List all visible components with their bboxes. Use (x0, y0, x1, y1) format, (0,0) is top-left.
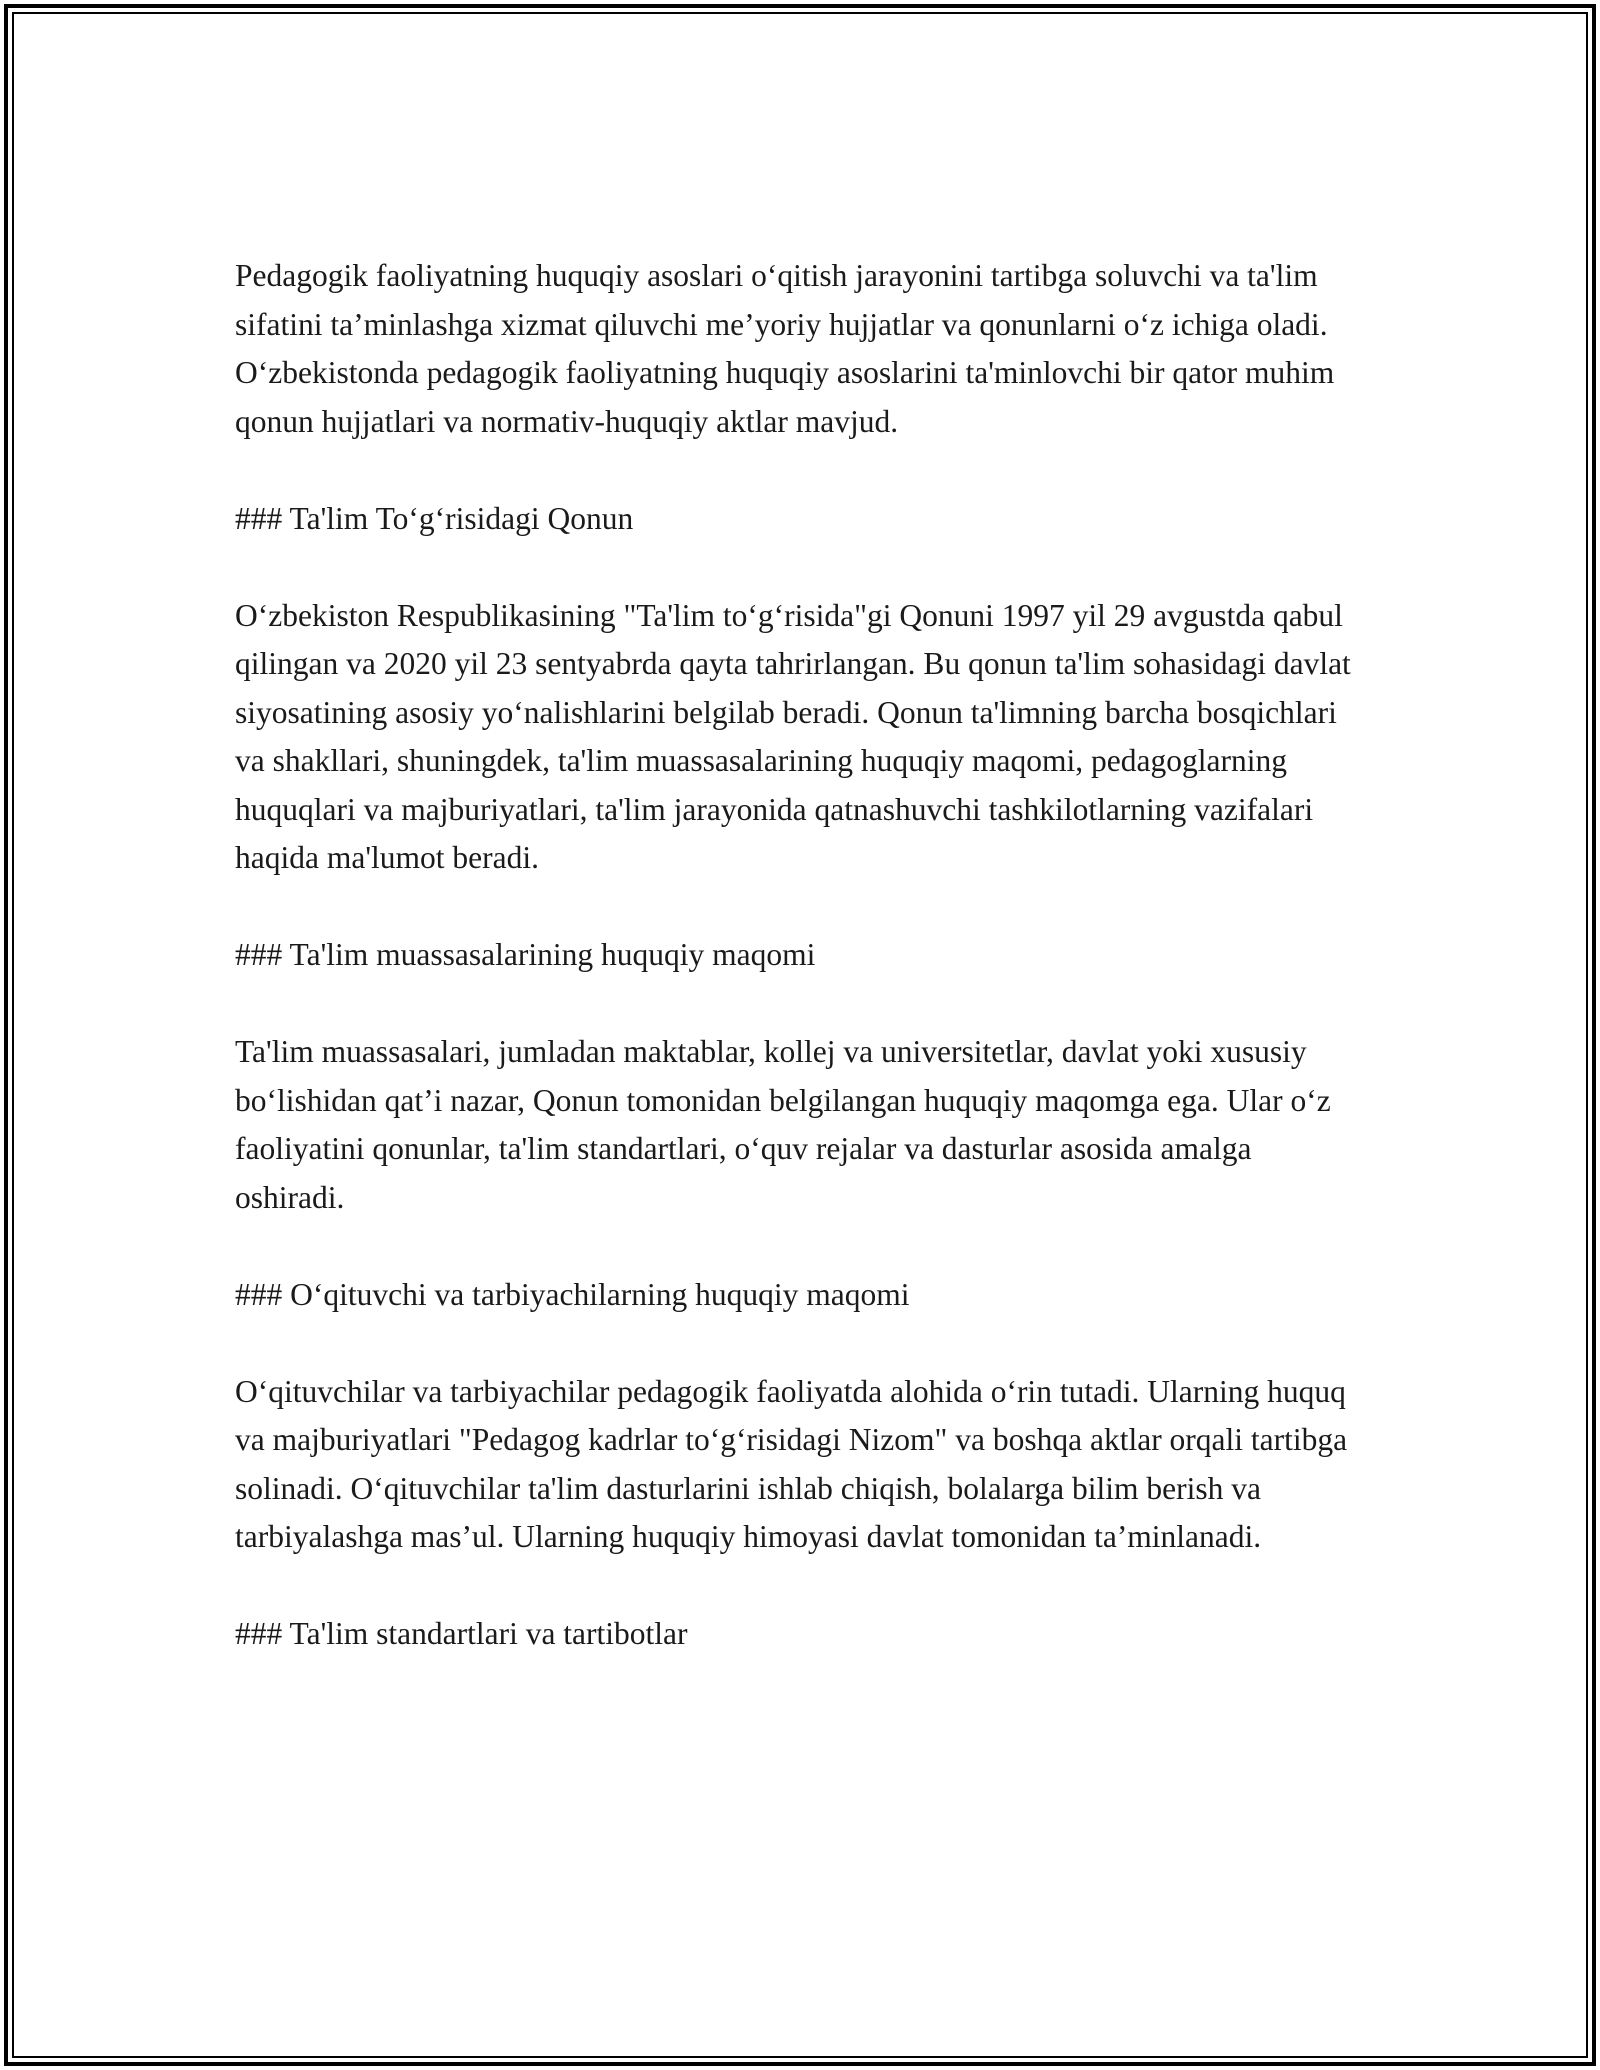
body-paragraph: Ta'lim muassasalari, jumladan maktablar, kollej va universitetlar, davlat yoki xususiy bo‘lishidan qat’i nazar, Qonun tomonidan belgilangan huquqiy maqomga ega. Ular o‘z faoliyatini qonunlar, ta'lim standartlari, o‘quv rejalar va dasturlar asosida amalga oshiradi. (235, 1034, 1331, 1215)
section-heading: ### O‘qituvchi va tarbiyachilarning huquqiy maqomi (235, 1276, 910, 1312)
body-paragraph: O‘qituvchilar va tarbiyachilar pedagogik faoliyatda alohida o‘rin tutadi. Ularning huquq va majburiyatlari "Pedagog kadrlar to‘g‘risidagi Nizom" va boshqa aktlar orqali tartibga solinadi. O‘qituvchilar ta'lim dasturlarini ishlab chiqish, bolalarga bilim berish va tarbiyalashga mas’ul. Ularning huquqiy himoyasi davlat tomonidan ta’minlanadi. (235, 1373, 1348, 1554)
intro-paragraph: Pedagogik faoliyatning huquqiy asoslari o‘qitish jarayonini tartibga soluvchi va ta'lim sifatini ta’minlashga xizmat qiluvchi me’yoriy hujjatlar va qonunlarni o‘z ichiga oladi. O‘zbekistonda pedagogik faoliyatning huquqiy asoslarini ta'minlovchi bir qator muhim qonun hujjatlari va normativ-huquqiy aktlar mavjud. (235, 258, 1335, 439)
section-heading: ### Ta'lim standartlari va tartibotlar (235, 1616, 688, 1651)
body-paragraph: O‘zbekiston Respublikasining "Ta'lim to‘g‘risida"gi Qonuni 1997 yil 29 avgustda qabul qilingan va 2020 yil 23 sentyabrda qayta tahrirlangan. Bu qonun ta'lim sohasidagi davlat siyosatining asosiy yo‘nalishlarini belgilab beradi. Qonun ta'limning barcha bosqichlari va shakllari, shuningdek, ta'lim muassasalarining huquqiy maqomi, pedagoglarning huquqlari va majburiyatlari, ta'lim jarayonida qatnashuvchi tashkilotlarning vazifalari haqida ma'lumot beradi. (235, 597, 1351, 875)
section-heading: ### Ta'lim muassasalarining huquqiy maqomi (235, 937, 816, 972)
document-body (235, 252, 1365, 1707)
section-heading: ### Ta'lim To‘g‘risidagi Qonun (235, 500, 634, 536)
